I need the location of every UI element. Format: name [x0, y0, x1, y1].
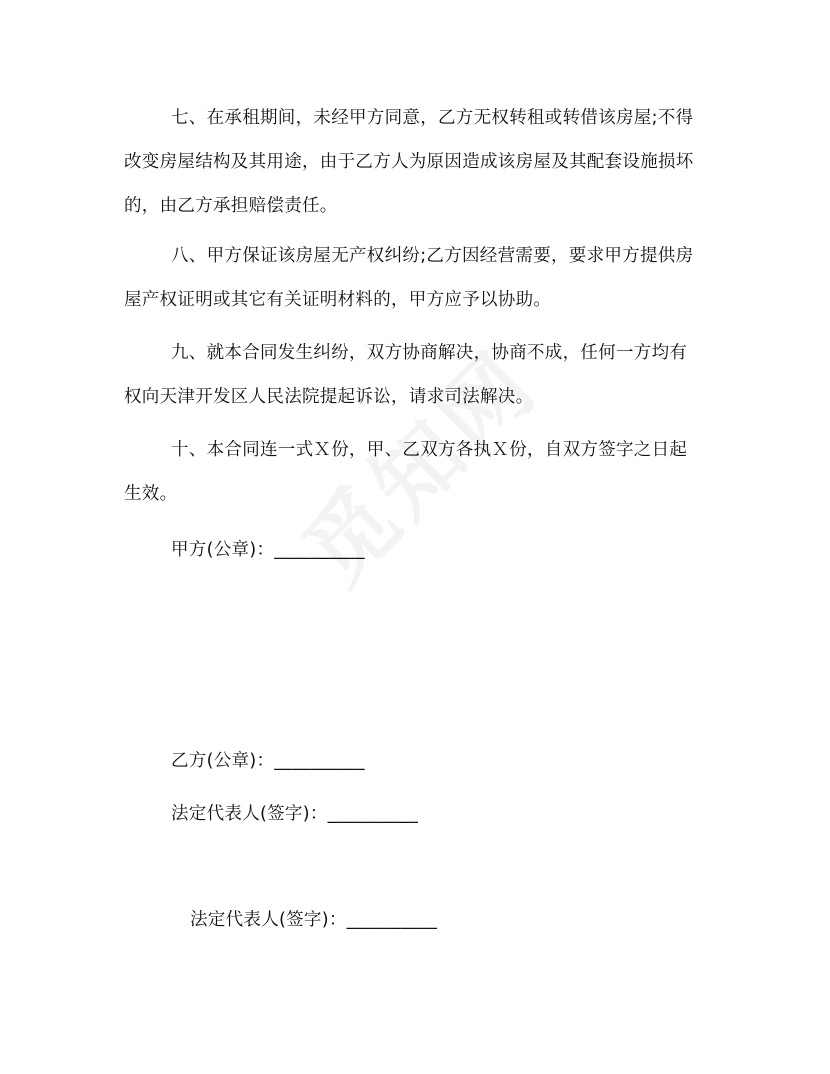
clause-7: 七、在承租期间，未经甲方同意，乙方无权转租或转借该房屋;不得改变房屋结构及其用途，由于乙方人为原因造成该房屋及其配套设施损坏的，由乙方承担赔偿责任。: [124, 108, 694, 216]
legal-rep-signature-line-1: 法定代表人(签字)：__________: [171, 804, 419, 824]
party-b-seal-line: 乙方(公章)：__________: [171, 751, 365, 771]
clause-8: 八、甲方保证该房屋无产权纠纷;乙方因经营需要，要求甲方提供房屋产权证明或其它有关证明材料的，甲方应予以协助。: [124, 246, 694, 310]
party-a-seal-line: 甲方(公章)：__________: [171, 540, 365, 560]
legal-rep-signature-line-2: 法定代表人(签字)：__________: [190, 910, 438, 930]
clause-9: 九、就本合同发生纠纷，双方协商解决，协商不成，任何一方均有权向天津开发区人民法院提起诉讼，请求司法解决。: [124, 343, 688, 407]
clause-10: 十、本合同连一式Ｘ份，甲、乙双方各执Ｘ份，自双方签字之日起生效。: [124, 440, 688, 504]
